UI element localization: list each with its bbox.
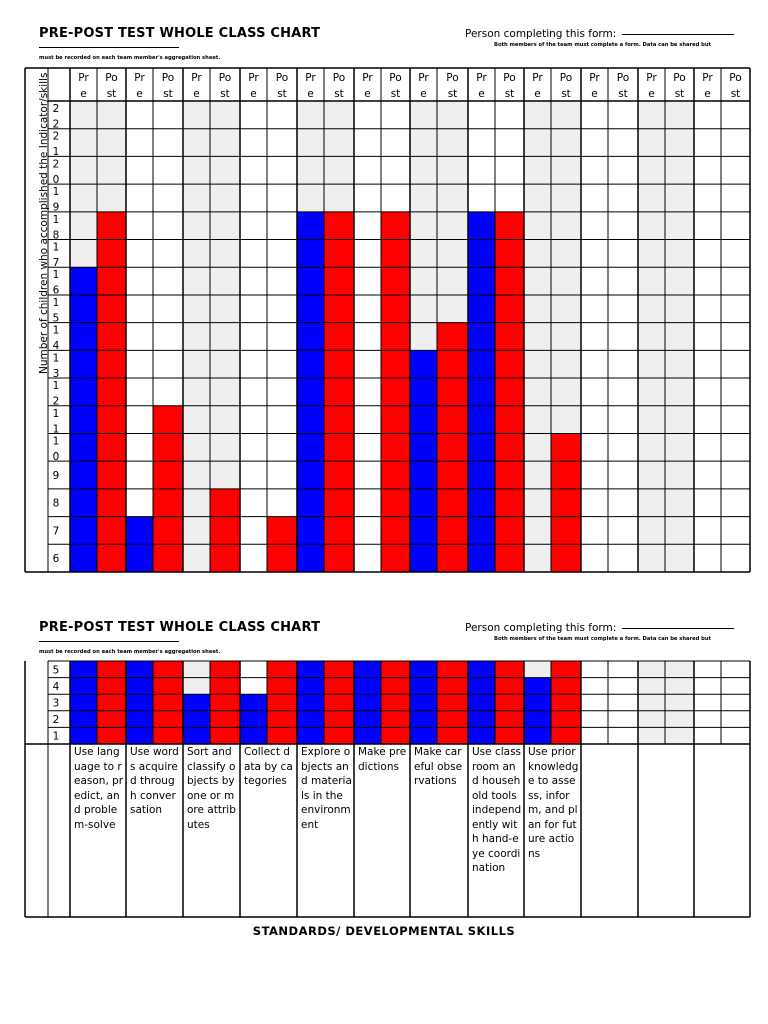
row-label-top: 1 — [52, 352, 60, 365]
pre-header-text: Pr — [418, 72, 429, 84]
pre-header-text: Pr — [78, 72, 89, 84]
post-header-text: Po — [389, 72, 402, 84]
post-header-text: Po — [275, 72, 289, 84]
post-header-text: st — [618, 88, 628, 100]
post-header-text: Po — [559, 72, 573, 84]
row-label-top: 1 — [52, 213, 60, 226]
post-bar-bottom — [437, 661, 468, 744]
row-label-top: 7 — [52, 525, 60, 538]
row-label-top: 1 — [52, 380, 60, 393]
aggregation-note-top: must be recorded on each team member's aggregation sheet. — [39, 55, 221, 61]
skill-label: Explore objects and materials in the environment — [301, 746, 352, 831]
pre-bar-bottom — [183, 694, 210, 744]
post-header-text: Po — [105, 72, 118, 84]
skill-label: Use prior knowledge to assess, inform, and plan for future actions — [528, 746, 579, 860]
post-header-text: st — [730, 88, 741, 100]
pre-header-text: Pr — [589, 72, 600, 84]
pre-header-text: Pr — [134, 72, 145, 84]
post-header-text: Po — [616, 72, 630, 84]
pre-header-text: e — [478, 88, 485, 100]
row-label-top: 1 — [52, 423, 60, 436]
post-bar-bottom — [267, 661, 297, 744]
row-label-bottom: 3 — [52, 697, 60, 710]
skill-label: Use language to reason, predict, and problem-solve — [74, 746, 124, 831]
pre-header-text: Pr — [532, 72, 543, 84]
row-label-bottom: 5 — [52, 664, 60, 677]
post-header-text: Po — [332, 72, 346, 84]
post-header-text: Po — [161, 72, 175, 84]
skill-label — [698, 745, 748, 915]
row-label-top: 1 — [52, 435, 60, 448]
post-header-text: Po — [446, 72, 459, 84]
skill-label: Use words acquired through conversation — [130, 746, 179, 816]
post-header-text: st — [163, 88, 173, 100]
row-label-top: 3 — [52, 367, 60, 380]
row-label-bottom: 2 — [52, 714, 60, 727]
pre-header-text: Pr — [476, 72, 487, 84]
post-bar-bottom — [551, 661, 581, 744]
pre-bar-bottom — [126, 661, 153, 744]
row-label-top: 1 — [52, 407, 60, 420]
row-label-top: 1 — [52, 186, 60, 199]
pre-header-text: e — [80, 88, 87, 100]
post-bar-bottom — [324, 661, 354, 744]
pre-header-text: e — [250, 88, 257, 100]
team-note-top: Both members of the team must complete a form. Data can be shared but — [494, 42, 712, 48]
post-header-text: st — [334, 88, 344, 100]
pre-bar-bottom — [70, 661, 97, 744]
skill-label — [585, 745, 636, 915]
row-label-top: 2 — [52, 118, 60, 131]
row-label-top: 1 — [52, 296, 60, 309]
row-label-bottom: 1 — [52, 730, 60, 743]
person-label-top: Person completing this form: — [465, 28, 617, 40]
pre-header-text: Pr — [646, 72, 657, 84]
post-bar-bottom — [381, 661, 410, 744]
person-label-bottom: Person completing this form: — [465, 622, 617, 634]
skill-label: Make careful observations — [414, 746, 463, 787]
post-header-text: st — [106, 88, 117, 100]
row-label-top: 2 — [52, 103, 60, 115]
row-label-top: 4 — [52, 340, 60, 353]
row-label-top: 2 — [52, 130, 60, 143]
pre-header-text: Pr — [702, 72, 713, 84]
pre-header-text: e — [364, 88, 371, 100]
y-axis-label: Number of children who accomplished the Indicator/skills — [38, 72, 50, 374]
pre-header-text: e — [136, 88, 143, 100]
skill-label — [642, 745, 692, 915]
pre-header-text: Pr — [305, 72, 316, 84]
pre-bar-bottom — [410, 661, 437, 744]
row-label-bottom: 4 — [52, 680, 60, 693]
pre-header-text: Pr — [191, 72, 202, 84]
row-label-top: 7 — [52, 257, 60, 270]
post-bar-bottom — [495, 661, 524, 744]
post-header-text: st — [220, 88, 230, 100]
pre-header-text: e — [420, 88, 427, 100]
post-header-text: Po — [503, 72, 516, 84]
row-label-top: 0 — [52, 450, 60, 463]
row-label-top: 1 — [52, 269, 60, 282]
post-header-text: st — [561, 88, 571, 100]
row-label-top: 6 — [52, 284, 60, 297]
post-header-text: Po — [218, 72, 232, 84]
row-label-top: 0 — [52, 173, 60, 186]
post-header-text: Po — [729, 72, 742, 84]
team-note-bottom: Both members of the team must complete a form. Data can be shared but — [494, 636, 712, 642]
post-header-text: st — [674, 88, 685, 100]
row-label-top: 1 — [52, 241, 60, 254]
pre-bar-bottom — [354, 661, 381, 744]
post-bar-bottom — [210, 661, 240, 744]
aggregation-note-bottom: must be recorded on each team member's aggregation sheet. — [39, 649, 221, 655]
row-label-top: 9 — [52, 201, 60, 214]
post-header-text: Po — [673, 72, 686, 84]
post-header-text: st — [447, 88, 458, 100]
chart-title-top: PRE-POST TEST WHOLE CLASS CHART — [39, 26, 321, 41]
pre-header-text: e — [704, 88, 711, 100]
row-label-top: 9 — [52, 470, 60, 483]
shaded-column — [638, 661, 694, 744]
pre-header-text: e — [534, 88, 541, 100]
pre-header-text: e — [307, 88, 314, 100]
pre-header-text: Pr — [248, 72, 259, 84]
pre-header-text: e — [591, 88, 598, 100]
x-axis-footer: STANDARDS/ DEVELOPMENTAL SKILLS — [252, 924, 516, 938]
row-label-top: 8 — [52, 229, 60, 242]
post-bar-bottom — [153, 661, 183, 744]
skill-label: Sort and classify objects by one or more attributes — [187, 746, 236, 831]
post-bar-bottom — [97, 661, 126, 744]
row-label-top: 6 — [52, 553, 60, 566]
row-label-top: 1 — [52, 146, 60, 159]
skill-label: Use classroom and household tools independently with hand-eye coordination — [472, 746, 522, 874]
row-label-top: 2 — [52, 158, 60, 171]
post-header-text: st — [504, 88, 515, 100]
post-header-text: st — [390, 88, 401, 100]
post-header-text: st — [277, 88, 287, 100]
skill-label: Collect data by categories — [244, 746, 293, 787]
row-label-top: 5 — [52, 312, 60, 325]
pre-header-text: Pr — [362, 72, 373, 84]
row-label-top: 8 — [52, 497, 60, 510]
row-label-top: 2 — [52, 395, 60, 408]
skill-label: Make predictions — [358, 746, 407, 773]
pre-header-text: e — [648, 88, 655, 100]
pre-bar-bottom — [240, 694, 267, 744]
row-label-top: 1 — [52, 324, 60, 337]
chart-title-bottom: PRE-POST TEST WHOLE CLASS CHART — [39, 620, 321, 635]
pre-bar-bottom — [468, 661, 495, 744]
pre-header-text: e — [193, 88, 200, 100]
pre-bar-bottom — [297, 661, 324, 744]
